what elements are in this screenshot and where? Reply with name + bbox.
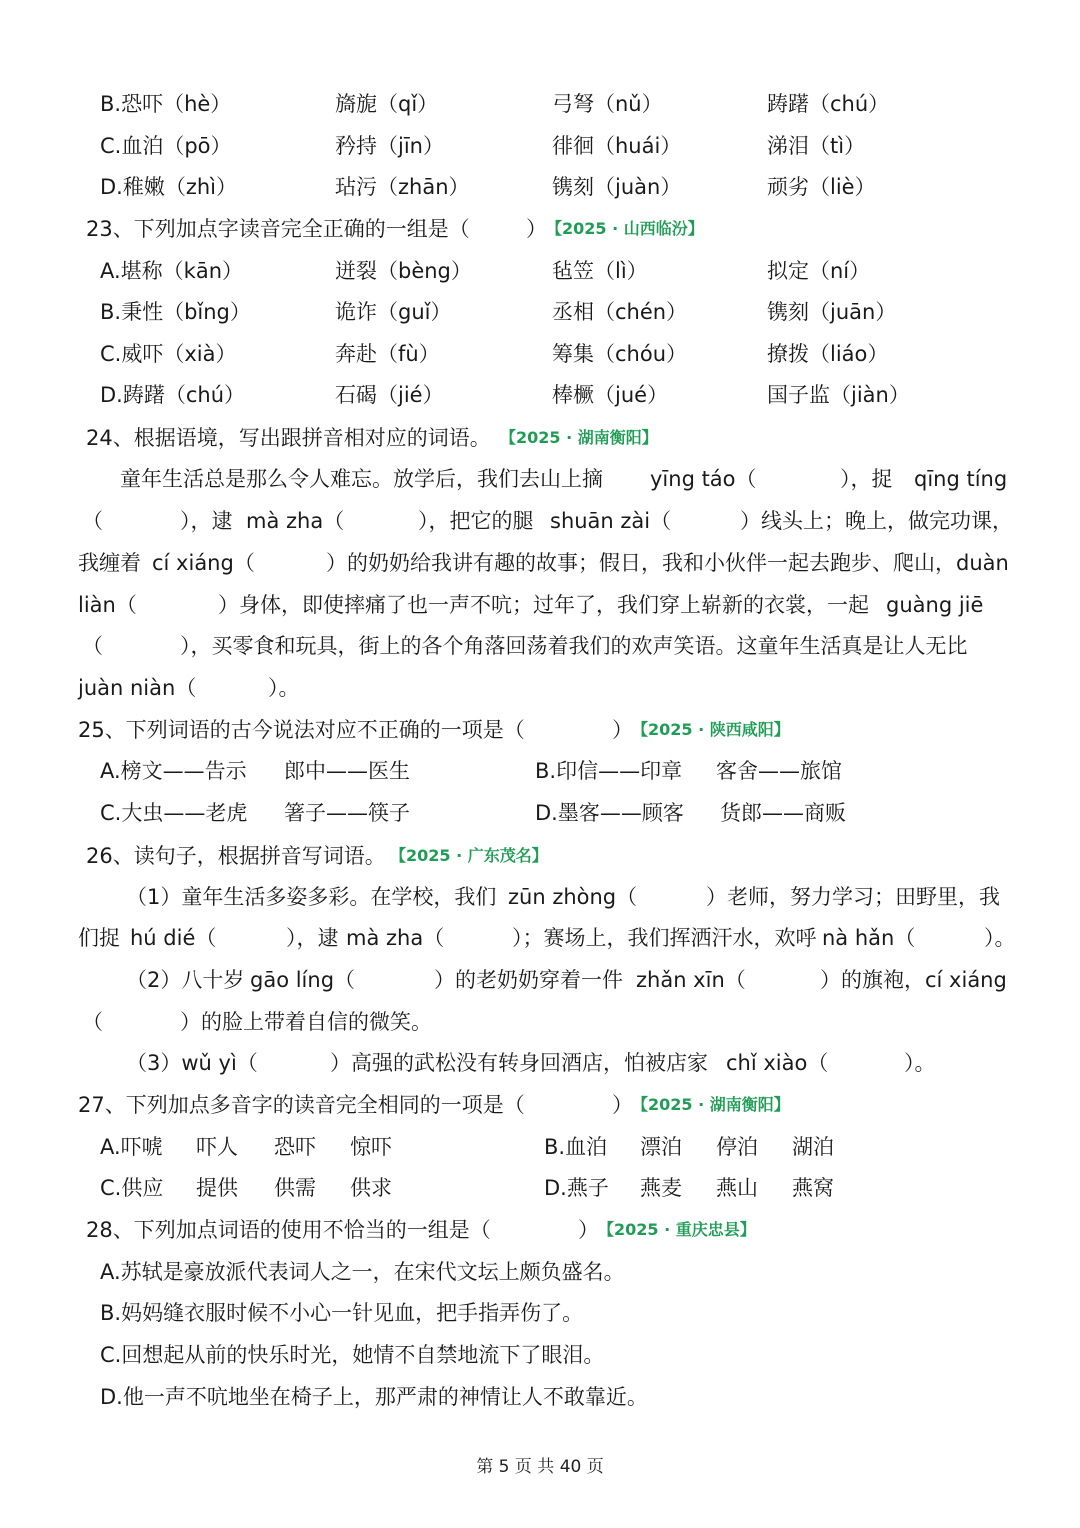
q26-line-4 [0, 1002, 1080, 1042]
q25-c-2: 箸子——筷子 [284, 801, 410, 825]
q24-passage-line-2 [0, 501, 1080, 541]
q25-d-2: 货郎——商贩 [720, 801, 846, 825]
q24-text: 我缠着 [78, 551, 141, 575]
q23-a-4: 拟定（ní） [767, 259, 871, 283]
q23-d-2: 石碣（jié） [335, 383, 444, 407]
q23-c-3: 筹集（chóu） [552, 342, 688, 366]
q23-source-tag: 【2025 · 山西临汾】 [546, 219, 704, 238]
q26-pinyin: zhǎn xīn（ [636, 968, 746, 992]
q26-pinyin: chǐ xiào（ [726, 1051, 829, 1075]
q27-b-4: 湖泊 [792, 1135, 834, 1159]
q26-text: ）。 [904, 1051, 936, 1075]
q24-text: ），逮 [180, 509, 233, 533]
q23-a-1: A.堪称（kān） [100, 259, 244, 283]
q28-answer-close: ） [578, 1218, 599, 1242]
q25-d-1: D.墨客——顾客 [535, 801, 684, 825]
q25-a-2: 郎中——医生 [284, 759, 410, 783]
q26-text: ），逮 [286, 926, 339, 950]
q22-option-d [0, 167, 1080, 207]
q25-options-ab [0, 751, 1080, 791]
q23-b-2: 诡诈（guǐ） [335, 300, 452, 324]
q23-d-4: 国子监（jiàn） [767, 383, 910, 407]
q24-pinyin: juàn niàn（ [78, 676, 197, 700]
q27-c-1: C.供应 [100, 1176, 164, 1200]
q28-option-a [0, 1252, 1080, 1292]
q26-pinyin: zūn zhòng（ [508, 885, 638, 909]
q26-text: （2）八十岁 [126, 968, 245, 992]
q22-option-b [0, 84, 1080, 124]
q23-d-1: D.踌躇（chú） [100, 383, 246, 407]
q26-text: ）高强的武松没有转身回酒店，怕被店家 [330, 1051, 708, 1075]
q25-b-2: 客舍——旅馆 [716, 759, 842, 783]
q22-b-3: 弓弩（nǔ） [552, 92, 663, 116]
q26-stem [0, 836, 1080, 876]
q27-c-4: 供求 [350, 1176, 392, 1200]
q28-option-c [0, 1335, 1080, 1375]
q26-text: 们捉 [78, 926, 120, 950]
q28-stem [0, 1210, 1080, 1250]
q27-d-1: D.燕子 [544, 1176, 609, 1200]
q28-source-tag: 【2025 · 重庆忠县】 [598, 1220, 756, 1239]
q23-b-3: 丞相（chén） [552, 300, 688, 324]
q23-b-1: B.秉性（bǐng） [100, 300, 251, 324]
q23-b-4: 镌刻（juān） [767, 300, 897, 324]
q28-option-b [0, 1293, 1080, 1333]
q22-b-2: 旖旎（qǐ） [335, 92, 439, 116]
q26-line-2 [0, 918, 1080, 958]
q27-a-1: A.吓唬 [100, 1135, 163, 1159]
q27-b-1: B.血泊 [544, 1135, 608, 1159]
q26-line-1 [0, 877, 1080, 917]
q22-c-3: 徘徊（huái） [552, 134, 682, 158]
q25-b-1: B.印信——印章 [535, 759, 683, 783]
q27-a-2: 吓人 [196, 1135, 238, 1159]
q27-b-3: 停泊 [716, 1135, 758, 1159]
q25-stem [0, 710, 1080, 750]
q25-c-1: C.大虫——老虎 [100, 801, 248, 825]
q28-option-d [0, 1377, 1080, 1417]
q27-source-tag: 【2025 · 湖南衡阳】 [632, 1095, 790, 1114]
q28-b-text: B.妈妈缝衣服时候不小心一针见血，把手指弄伤了。 [100, 1301, 584, 1325]
q24-pinyin: yīng táo（ [650, 467, 757, 491]
q24-text: 童年生活总是那么令人难忘。放学后，我们去山上摘 [120, 467, 603, 491]
q27-answer-close: ） [612, 1093, 633, 1117]
q24-question: 24、根据语境，写出跟拼音相对应的词语。 [86, 426, 491, 450]
q22-c-2: 矜持（jīn） [335, 134, 444, 158]
q23-option-b [0, 292, 1080, 332]
q26-pinyin: hú dié（ [130, 926, 217, 950]
q26-pinyin: mà zha（ [346, 926, 445, 950]
q26-pinyin: （3）wǔ yì（ [126, 1051, 258, 1075]
q22-d-2: 玷污（zhān） [335, 175, 470, 199]
q24-text: （ [82, 509, 103, 533]
q27-a-4: 惊吓 [350, 1135, 392, 1159]
q22-d-1: D.稚嫩（zhì） [100, 175, 238, 199]
q24-pinyin: qīng tíng [914, 467, 1008, 491]
q24-text: （ [82, 634, 103, 658]
q23-option-c [0, 334, 1080, 374]
q28-c-text: C.回想起从前的快乐时光，她情不自禁地流下了眼泪。 [100, 1343, 605, 1367]
q26-source-tag: 【2025 · 广东茂名】 [390, 846, 548, 865]
q24-pinyin: cí xiáng（ [152, 551, 255, 575]
q25-question: 25、下列词语的古今说法对应不正确的一项是（ [78, 718, 525, 742]
q26-line-3 [0, 960, 1080, 1000]
q22-d-4: 顽劣（liè） [767, 175, 876, 199]
q23-stem [0, 209, 1080, 249]
q24-passage-line-5 [0, 626, 1080, 666]
q23-c-4: 撩拨（liáo） [767, 342, 889, 366]
q23-question: 23、下列加点字读音完全正确的一组是（ [86, 217, 470, 241]
q27-d-2: 燕麦 [640, 1176, 682, 1200]
q28-a-text: A.苏轼是豪放派代表词人之一，在宋代文坛上颇负盛名。 [100, 1260, 625, 1284]
q24-text: ）身体，即使摔痛了也一声不吭；过年了，我们穿上崭新的衣裳，一起 [218, 593, 869, 617]
q25-a-1: A.榜文——告示 [100, 759, 247, 783]
q24-source-tag: 【2025 · 湖南衡阳】 [500, 428, 658, 447]
q24-pinyin: mà zha（ [246, 509, 345, 533]
q26-text: ）的脸上带着自信的微笑。 [180, 1010, 432, 1034]
q24-pinyin: guàng jiē [886, 593, 984, 617]
q23-a-3: 毡笠（lì） [552, 259, 648, 283]
q26-text: ）。 [984, 926, 1016, 950]
q23-d-3: 棒橛（jué） [552, 383, 669, 407]
q24-passage-line-6 [0, 668, 1080, 708]
q24-pinyin: liàn（ [78, 593, 137, 617]
q26-question: 26、读句子，根据拼音写词语。 [86, 844, 386, 868]
q24-passage-line-1 [0, 459, 1080, 499]
q22-b-4: 踌躇（chú） [767, 92, 890, 116]
q28-d-text: D.他一声不吭地坐在椅子上，那严肃的神情让人不敢靠近。 [100, 1385, 648, 1409]
q27-question: 27、下列加点多音字的读音完全相同的一项是（ [78, 1093, 525, 1117]
q24-pinyin: shuān zài（ [550, 509, 672, 533]
q22-option-c [0, 126, 1080, 166]
q22-b-1: B.恐吓（hè） [100, 92, 232, 116]
q23-answer-close: ） [526, 217, 547, 241]
q25-answer-close: ） [612, 718, 633, 742]
q24-passage-line-4 [0, 585, 1080, 625]
q26-text: （ [82, 1010, 103, 1034]
q24-text: ）。 [268, 676, 300, 700]
q23-a-2: 迸裂（bèng） [335, 259, 472, 283]
q26-line-5 [0, 1043, 1080, 1083]
q26-pinyin: nà hǎn（ [822, 926, 916, 950]
q26-text: ）；赛场上，我们挥洒汗水，欢呼 [512, 926, 817, 950]
q24-text: ）的奶奶给我讲有趣的故事；假日，我和小伙伴一起去跑步、爬山，duàn [326, 551, 1009, 575]
q24-text: ），捉 [840, 467, 893, 491]
q27-a-3: 恐吓 [274, 1135, 316, 1159]
q27-d-4: 燕窝 [792, 1176, 834, 1200]
q26-pinyin: gāo líng（ [250, 968, 356, 992]
q22-c-1: C.血泊（pō） [100, 134, 232, 158]
q27-b-2: 漂泊 [640, 1135, 682, 1159]
q24-text: ），把它的腿 [418, 509, 534, 533]
q26-text: （1）童年生活多姿多彩。在学校，我们 [126, 885, 497, 909]
q24-text: ）线头上；晚上，做完功课， [740, 509, 1013, 533]
q26-text: ）的老奶奶穿着一件 [434, 968, 623, 992]
page-footer: 第 5 页 共 40 页 [476, 1457, 604, 1477]
q27-options-cd [0, 1168, 1080, 1208]
q27-d-3: 燕山 [716, 1176, 758, 1200]
q27-c-3: 供需 [274, 1176, 316, 1200]
q23-option-a [0, 251, 1080, 291]
q23-option-d [0, 375, 1080, 415]
q22-c-4: 涕泪（tì） [767, 134, 866, 158]
q26-text: ）的旗袍，cí xiáng [820, 968, 1007, 992]
q25-options-cd [0, 793, 1080, 833]
q23-c-2: 奔赴（fù） [335, 342, 440, 366]
q22-d-3: 镌刻（juàn） [552, 175, 682, 199]
q27-c-2: 提供 [196, 1176, 238, 1200]
q26-text: ）老师，努力学习；田野里，我 [706, 885, 1000, 909]
q27-stem [0, 1085, 1080, 1125]
q25-source-tag: 【2025 · 陕西咸阳】 [632, 720, 790, 739]
q24-passage-line-3 [0, 543, 1080, 583]
q23-c-1: C.威吓（xià） [100, 342, 237, 366]
q24-stem [0, 418, 1080, 458]
q24-text: ），买零食和玩具，街上的各个角落回荡着我们的欢声笑语。这童年生活真是让人无比 [180, 634, 968, 658]
q28-question: 28、下列加点词语的使用不恰当的一组是（ [86, 1218, 491, 1242]
q27-options-ab [0, 1127, 1080, 1167]
